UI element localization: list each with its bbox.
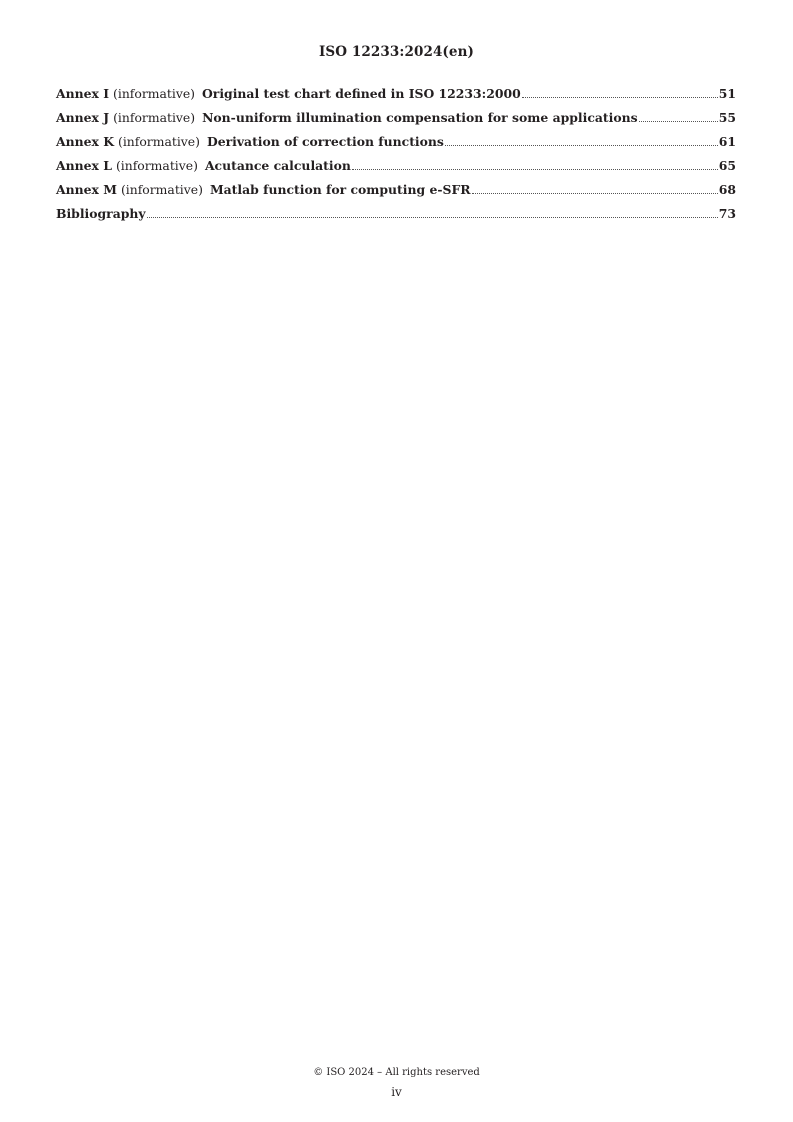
toc-entry-note: (informative) <box>120 182 203 197</box>
toc-entry-title: Matlab function for computing e-SFR <box>209 182 471 197</box>
toc-entry-bibliography[interactable] <box>56 206 736 230</box>
toc-entry-prefix: Annex K <box>56 134 114 149</box>
toc-entry-prefix: Annex J <box>56 110 110 125</box>
dot-leader <box>147 216 718 218</box>
toc-entry-page: 73 <box>718 206 736 221</box>
toc-entry-note: (informative) <box>117 134 200 149</box>
dot-leader <box>472 192 718 194</box>
copyright-notice: © ISO 2024 – All rights reserved <box>313 1067 480 1078</box>
toc-entry-page: 68 <box>718 182 736 197</box>
toc-entry-prefix: Annex I <box>56 86 110 101</box>
toc-entry-annex-l[interactable] <box>56 158 736 182</box>
toc-entry-title: Original test chart defined in ISO 12233:2000 <box>202 86 521 101</box>
table-of-contents <box>56 86 736 230</box>
toc-entry-page: 61 <box>718 134 736 149</box>
toc-entry-note: (informative) <box>113 110 196 125</box>
toc-entry-title: Acutance calculation <box>204 158 351 173</box>
toc-entry-title: Non-uniform illumination compensation for some applications <box>202 110 638 125</box>
toc-entry-title: Derivation of correction functions <box>206 134 444 149</box>
toc-entry-prefix: Annex M <box>56 182 117 197</box>
document-header: ISO 12233:2024(en) <box>318 44 475 60</box>
toc-entry-annex-m[interactable] <box>56 182 736 206</box>
toc-entry-page: 55 <box>718 110 736 125</box>
toc-entry-page: 51 <box>718 86 736 101</box>
toc-entry-annex-j[interactable] <box>56 110 736 134</box>
toc-entry-note: (informative) <box>115 158 198 173</box>
dot-leader <box>639 120 718 122</box>
page-number: iv <box>391 1085 402 1099</box>
dot-leader <box>445 144 718 146</box>
toc-entry-annex-i[interactable] <box>56 86 736 110</box>
toc-entry-prefix: Bibliography <box>56 206 146 221</box>
toc-entry-prefix: Annex L <box>56 158 112 173</box>
dot-leader <box>522 96 718 98</box>
toc-entry-annex-k[interactable] <box>56 134 736 158</box>
dot-leader <box>352 168 718 170</box>
toc-entry-note: (informative) <box>113 86 196 101</box>
toc-entry-page: 65 <box>718 158 736 173</box>
